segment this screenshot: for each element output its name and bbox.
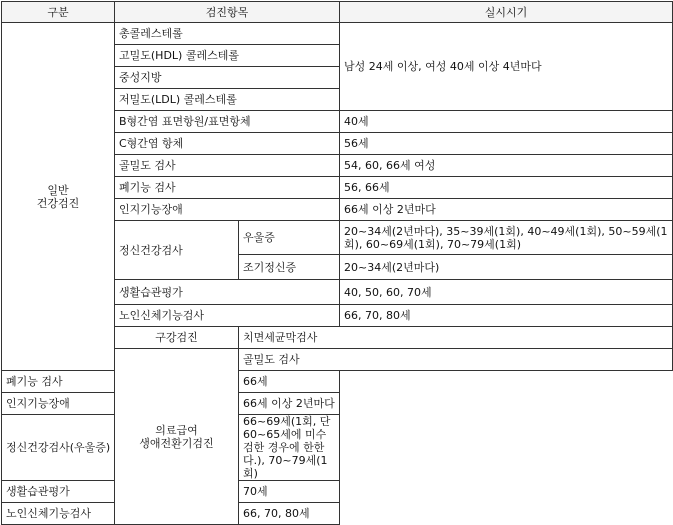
schedule-aid-elderly-physical: 66, 70, 80세: [239, 503, 340, 525]
item-aid-elderly-physical: 노인신체기능검사: [2, 503, 239, 525]
table-row: [2, 393, 673, 415]
schedule-depression: 20~34세(2년마다), 35~39세(1회), 40~49세(1회), 50~59세(1회), 60~69세(1회), 70~79세(1회): [340, 221, 673, 255]
item-aid-mental-health: 정신건강검사(우울증): [2, 415, 239, 481]
item-triglyceride: 중성지방: [115, 67, 340, 89]
item-total-cholesterol: 총콜레스테롤: [115, 23, 340, 45]
item-ldl-cholesterol: 저밀도(LDL) 콜레스테롤: [115, 89, 340, 111]
schedule-aid-mental-health: 66~69세(1회, 단 60~65세에 미수검한 경우에 한한다.), 70~79세(1회): [239, 415, 340, 481]
table-row: [2, 481, 673, 503]
item-bone-density: 골밀도 검사: [115, 155, 340, 177]
item-mental-health: 정신건강검사: [115, 221, 239, 280]
category-oral: 구강검진: [115, 327, 239, 349]
item-hepatitis-c: C형간염 항체: [115, 133, 340, 155]
schedule-lung-function: 56, 66세: [340, 177, 673, 199]
header-category: 구분: [2, 2, 115, 23]
subitem-early-psychosis: 조기정신증: [239, 255, 340, 280]
schedule-bone-density: 54, 60, 66세 여성: [340, 155, 673, 177]
header-row: [2, 2, 673, 23]
table-row: [2, 371, 673, 393]
item-hdl-cholesterol: 고밀도(HDL) 콜레스테롤: [115, 45, 340, 67]
table-row: [2, 415, 673, 481]
category-medical-aid-line2: 생애전환기검진: [139, 436, 214, 450]
schedule-early-psychosis: 20~34세(2년마다): [340, 255, 673, 280]
schedule-aid-lung-function: 66세: [239, 371, 340, 393]
schedule-lipid: 남성 24세 이상, 여성 40세 이상 4년마다: [340, 23, 673, 111]
subitem-depression: 우울증: [239, 221, 340, 255]
item-elderly-physical: 노인신체기능검사: [115, 305, 340, 327]
category-medical-aid-line1: 의료급여: [155, 423, 198, 437]
table-row: [2, 23, 673, 45]
schedule-cognitive: 66세 이상 2년마다: [340, 199, 673, 221]
category-general-line2: 건강검진: [36, 196, 80, 210]
item-hepatitis-b: B형간염 표면항원/표면항체: [115, 111, 340, 133]
header-items: 검진항목: [115, 2, 340, 23]
screening-schedule-table: [1, 1, 673, 525]
category-general: [2, 23, 115, 371]
category-general-line1: 일반: [47, 183, 69, 197]
item-aid-bone-density: 골밀도 검사: [239, 349, 673, 371]
item-lifestyle: 생활습관평가: [115, 280, 340, 305]
item-plaque: 치면세균막검사: [239, 327, 673, 349]
item-cognitive: 인지기능장애: [115, 199, 340, 221]
item-aid-lung-function: 폐기능 검사: [2, 371, 239, 393]
item-aid-lifestyle: 생활습관평가: [2, 481, 239, 503]
schedule-lifestyle: 40, 50, 60, 70세: [340, 280, 673, 305]
item-lung-function: 폐기능 검사: [115, 177, 340, 199]
schedule-hepatitis-b: 40세: [340, 111, 673, 133]
header-schedule: 실시시기: [340, 2, 673, 23]
schedule-hepatitis-c: 56세: [340, 133, 673, 155]
schedule-aid-cognitive: 66세 이상 2년마다: [239, 393, 340, 415]
schedule-aid-lifestyle: 70세: [239, 481, 340, 503]
item-aid-cognitive: 인지기능장애: [2, 393, 239, 415]
schedule-elderly-physical: 66, 70, 80세: [340, 305, 673, 327]
table-row: [2, 503, 673, 525]
